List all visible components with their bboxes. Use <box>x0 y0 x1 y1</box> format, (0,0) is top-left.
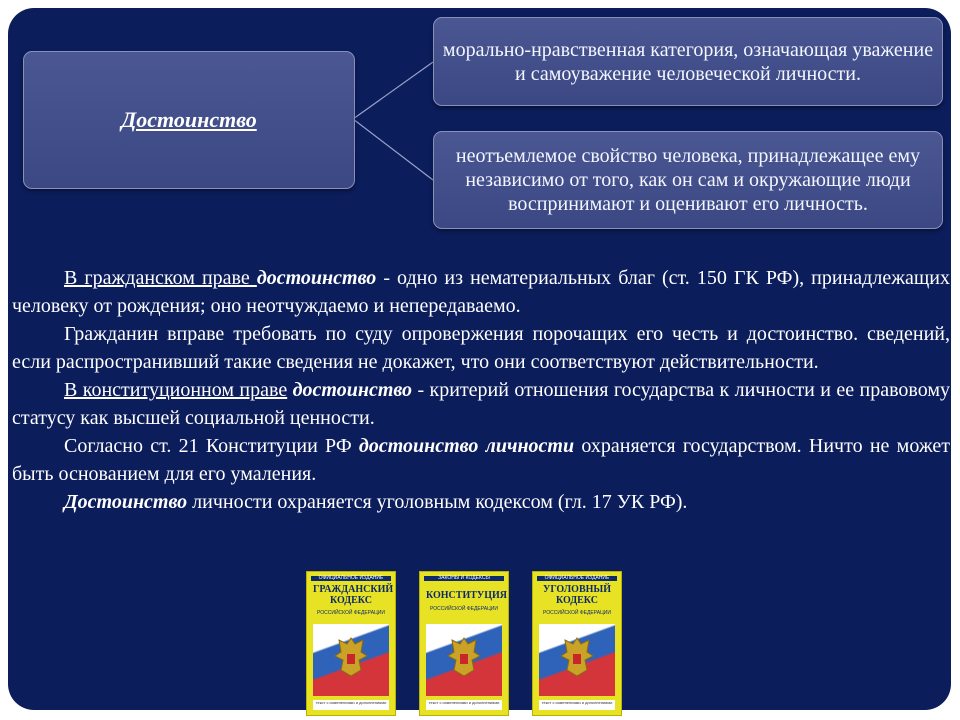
definition-box-1 <box>433 17 943 106</box>
main-term: Достоинство <box>121 107 257 132</box>
book-title: ГРАЖДАНСКИЙ КОДЕКС <box>313 584 394 606</box>
civil-law-label: В гражданском праве <box>64 267 257 289</box>
definition-box-2 <box>433 131 943 229</box>
term: Достоинство <box>64 491 188 513</box>
book-subtitle: РОССИЙСКОЙ ФЕДЕРАЦИИ <box>543 610 611 616</box>
civil-code-book <box>306 571 396 716</box>
book-title: КОНСТИТУЦИЯ <box>426 590 508 601</box>
coat-of-arms-icon <box>333 634 369 680</box>
book-footer: текст с изменениями и дополнениями <box>426 700 502 710</box>
book-subtitle: РОССИЙСКОЙ ФЕДЕРАЦИИ <box>430 606 498 612</box>
term: достоинство <box>256 267 377 289</box>
book-subtitle: РОССИЙСКОЙ ФЕДЕРАЦИИ <box>317 610 385 616</box>
paragraph-constitutional-law <box>12 376 950 432</box>
criminal-code-book <box>532 571 622 716</box>
book-band: ОФИЦИАЛЬНОЕ ИЗДАНИЕ <box>311 576 391 581</box>
book-title: УГОЛОВНЫЙ КОДЕКС <box>542 584 611 606</box>
book-footer: текст с изменениями и дополнениями <box>539 700 615 710</box>
paragraph-text: Гражданин вправе требовать по суду опровержения порочащих его честь и достоинство. сведений, если распространивший такие сведения не докажет, что они соответствуют действительности. <box>12 323 950 373</box>
book-band: ОФИЦИАЛЬНОЕ ИЗДАНИЕ <box>537 576 617 581</box>
coat-of-arms-icon <box>559 634 595 680</box>
book-band: ЗАКОНЫ И КОДЕКСЫ <box>424 576 504 581</box>
paragraph-criminal-code <box>12 488 950 516</box>
body-text <box>12 264 950 516</box>
paragraph-article-21 <box>12 432 950 488</box>
term: достоинство личности <box>358 435 575 457</box>
coat-of-arms-icon <box>446 634 482 680</box>
constitution-book <box>419 571 509 716</box>
paragraph-civil-law <box>12 264 950 320</box>
paragraph-text: Согласно ст. 21 Конституции РФ <box>64 435 359 457</box>
definition-2: неотъемлемое свойство человека, принадлежащее ему независимо от того, как он сам и окружающие люди воспринимают и оценивают его личность. <box>455 145 921 215</box>
paragraph-text: личности охраняется уголовным кодексом (гл. 17 УК РФ). <box>187 491 688 513</box>
main-term-box <box>23 51 355 189</box>
constitutional-law-label: В конституционном праве <box>64 379 288 401</box>
term: достоинство <box>292 379 413 401</box>
paragraph-court <box>12 320 950 376</box>
paragraph-text: охраняется государством. Ничто не может быть основанием для его умаления. <box>12 435 951 485</box>
definition-1: морально-нравственная категория, означающая уважение и самоуважение человеческой личности. <box>442 38 934 85</box>
paragraph-text: - критерий отношения государства к личности и ее правовому статусу как высшей социальной ценности. <box>12 379 951 429</box>
paragraph-text: - одно из нематериальных благ (ст. 150 ГК РФ), принадлежащих человеку от рождения; оно неотчуждаемо и непередаваемо. <box>12 267 950 317</box>
book-footer: текст с изменениями и дополнениями <box>313 700 389 710</box>
